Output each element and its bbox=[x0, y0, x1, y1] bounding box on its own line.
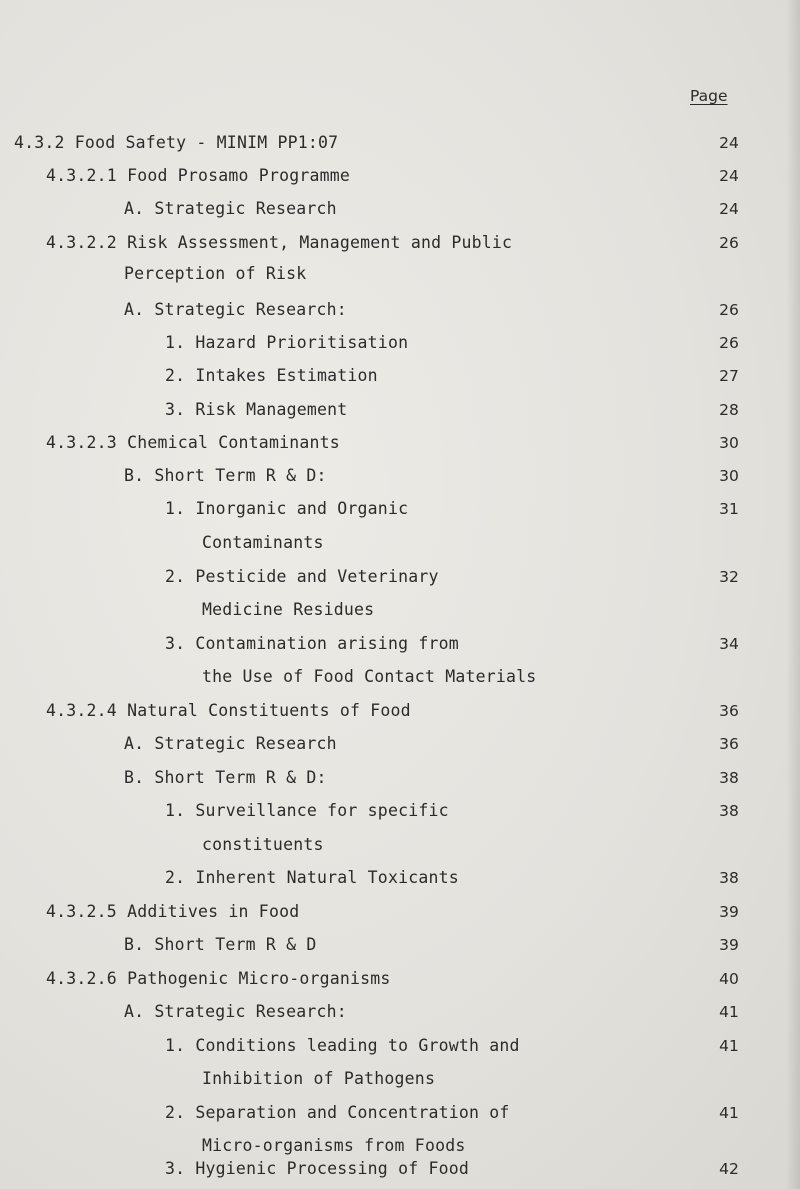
toc-subsection: 4.3.2.6 Pathogenic Micro-organisms bbox=[46, 969, 391, 988]
page-number: 24 bbox=[719, 134, 739, 152]
page-number: 39 bbox=[719, 903, 739, 921]
page-number: 38 bbox=[719, 802, 739, 820]
page-number: 38 bbox=[719, 769, 739, 787]
page-number: 26 bbox=[719, 334, 739, 352]
toc-item-continuation: Micro-organisms from Foods bbox=[202, 1136, 466, 1155]
toc-item: 1. Conditions leading to Growth and bbox=[165, 1036, 520, 1055]
page-number: 40 bbox=[719, 970, 739, 988]
page-number: 34 bbox=[719, 635, 739, 653]
page-number: 30 bbox=[719, 434, 739, 452]
page-number: 31 bbox=[719, 500, 739, 518]
toc-item: 1. Surveillance for specific bbox=[165, 801, 449, 820]
page-number: 41 bbox=[719, 1104, 739, 1122]
page-number: 30 bbox=[719, 467, 739, 485]
toc-item: 2. Intakes Estimation bbox=[165, 366, 378, 385]
toc-subsection: 4.3.2.2 Risk Assessment, Management and Public bbox=[46, 233, 513, 252]
toc-subsection: 4.3.2.1 Food Prosamo Programme bbox=[46, 166, 351, 185]
toc-entry: B. Short Term R & D: bbox=[124, 768, 327, 787]
toc-entry: A. Strategic Research: bbox=[124, 1002, 347, 1021]
page-number: 41 bbox=[719, 1037, 739, 1055]
page-number: 36 bbox=[719, 735, 739, 753]
toc-entry: A. Strategic Research bbox=[124, 734, 337, 753]
toc-item-continuation: constituents bbox=[202, 835, 324, 854]
toc-entry: A. Strategic Research: bbox=[124, 300, 347, 319]
toc-entry: A. Strategic Research bbox=[124, 199, 337, 218]
page-column-header: Page bbox=[690, 87, 728, 105]
toc-item: 3. Risk Management bbox=[165, 400, 348, 419]
toc-item: 1. Inorganic and Organic bbox=[165, 499, 409, 518]
toc-item: 2. Separation and Concentration of bbox=[165, 1103, 510, 1122]
toc-item: 3. Hygienic Processing of Food bbox=[165, 1159, 470, 1178]
toc-item: 2. Inherent Natural Toxicants bbox=[165, 868, 459, 887]
toc-subsection: 4.3.2.4 Natural Constituents of Food bbox=[46, 701, 411, 720]
toc-item: 3. Contamination arising from bbox=[165, 634, 459, 653]
toc-subsection: 4.3.2.5 Additives in Food bbox=[46, 902, 300, 921]
page-number: 24 bbox=[719, 167, 739, 185]
toc-subsection: 4.3.2.3 Chemical Contaminants bbox=[46, 433, 340, 452]
toc-item-continuation: Inhibition of Pathogens bbox=[202, 1069, 436, 1088]
toc-section-heading: 4.3.2 Food Safety - MINIM PP1:07 bbox=[14, 133, 339, 152]
page-number: 26 bbox=[719, 301, 739, 319]
page-number: 41 bbox=[719, 1003, 739, 1021]
page-number: 24 bbox=[719, 200, 739, 218]
toc-item-continuation: the Use of Food Contact Materials bbox=[202, 667, 537, 686]
page-number: 26 bbox=[719, 234, 739, 252]
page-number: 27 bbox=[719, 367, 739, 385]
toc-entry: B. Short Term R & D bbox=[124, 935, 317, 954]
page-number: 36 bbox=[719, 702, 739, 720]
page-number: 38 bbox=[719, 869, 739, 887]
toc-item-continuation: Medicine Residues bbox=[202, 600, 375, 619]
toc-item: 2. Pesticide and Veterinary bbox=[165, 567, 439, 586]
page-edge-shadow bbox=[786, 0, 800, 1189]
toc-item: 1. Hazard Prioritisation bbox=[165, 333, 409, 352]
toc-entry-continuation: Perception of Risk bbox=[124, 264, 307, 283]
page-number: 42 bbox=[719, 1160, 739, 1178]
toc-item-continuation: Contaminants bbox=[202, 533, 324, 552]
page-number: 39 bbox=[719, 936, 739, 954]
toc-entry: B. Short Term R & D: bbox=[124, 466, 327, 485]
page-number: 32 bbox=[719, 568, 739, 586]
page-number: 28 bbox=[719, 401, 739, 419]
